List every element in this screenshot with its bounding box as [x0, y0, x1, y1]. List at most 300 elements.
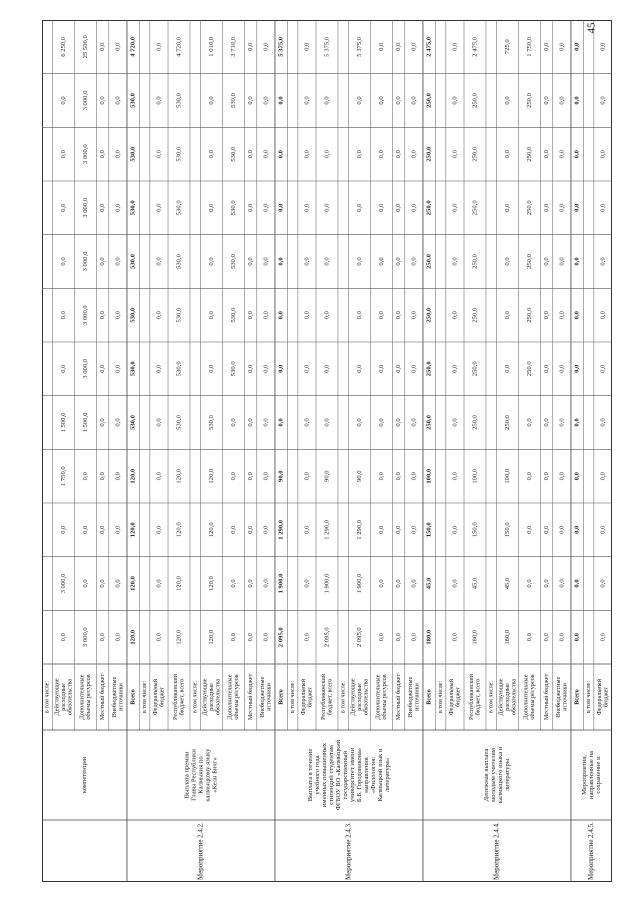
value-cell: 1 290,0: [277, 519, 285, 540]
rotated-budget-table: [42, 20, 612, 882]
value-cell: 0,0: [155, 364, 163, 373]
source-label: бюджет, всего: [178, 678, 186, 716]
source-label: объемы ресурсов: [233, 674, 241, 720]
value-cell: 120,0: [129, 468, 137, 484]
value-cell: 250,0: [425, 361, 433, 377]
value-cell: 0,0: [573, 203, 581, 212]
value-cell: 0,0: [504, 257, 512, 266]
value-cell: 250,0: [471, 200, 479, 216]
value-cell: 120,0: [175, 576, 183, 591]
value-cell: 0,0: [410, 418, 418, 427]
value-cell: 0,0: [377, 633, 385, 642]
value-cell: 530,0: [229, 254, 237, 269]
value-cell: 0,0: [155, 203, 163, 212]
value-cell: 0,0: [451, 257, 459, 266]
value-cell: 0,0: [262, 311, 270, 320]
value-cell: 0,0: [81, 472, 89, 481]
source-label: Дополнительные: [78, 674, 86, 720]
value-cell: 0,0: [277, 364, 285, 373]
value-cell: 530,0: [175, 307, 183, 323]
source-label: в том числе:: [437, 680, 445, 714]
value-cell: 0,0: [81, 525, 89, 534]
value-cell: 0,0: [525, 633, 533, 642]
value-cell: 120,0: [175, 629, 183, 645]
source-label: Действующие: [349, 678, 357, 716]
value-cell: 530,0: [229, 200, 237, 216]
value-cell: 0,0: [451, 579, 459, 588]
source-label: Действующие: [201, 678, 209, 716]
value-cell: 0,0: [451, 364, 459, 373]
value-cell: 5 375,0: [356, 36, 364, 57]
value-cell: 120,0: [208, 468, 216, 484]
value-cell: 0,0: [303, 633, 311, 642]
value-cell: 0,0: [60, 150, 68, 159]
value-cell: 0,0: [323, 96, 331, 105]
value-cell: 0,0: [277, 96, 285, 105]
value-cell: 0,0: [262, 203, 270, 212]
value-cell: 45,0: [504, 577, 512, 590]
source-label: Внебюджетные: [111, 676, 119, 718]
value-cell: 0,0: [262, 257, 270, 266]
value-cell: 0,0: [543, 525, 551, 534]
value-cell: 530,0: [129, 93, 137, 108]
measure-description: университет имени: [349, 747, 357, 803]
value-cell: 250,0: [504, 415, 512, 430]
value-cell: 2 095,0: [356, 627, 364, 648]
value-cell: 0,0: [277, 418, 285, 427]
value-cell: 0,0: [504, 364, 512, 373]
value-cell: 250,0: [471, 415, 479, 430]
value-cell: 530,0: [229, 146, 237, 162]
measure-description: Калмыкия по: [197, 756, 205, 794]
value-cell: 180,0: [504, 629, 512, 645]
value-cell: 0,0: [99, 150, 107, 159]
value-cell: 0,0: [558, 203, 566, 212]
value-cell: 0,0: [573, 311, 581, 320]
value-cell: 100,0: [425, 468, 433, 484]
value-cell: 0,0: [504, 203, 512, 212]
value-cell: 0,0: [208, 311, 216, 320]
value-cell: 120,0: [208, 576, 216, 591]
value-cell: 90,0: [277, 470, 285, 482]
value-cell: 0,0: [155, 311, 163, 320]
value-cell: 0,0: [155, 525, 163, 534]
measure-description: калмыцкому языку: [204, 748, 212, 802]
value-cell: 0,0: [99, 633, 107, 642]
value-cell: 0,0: [504, 150, 512, 159]
value-cell: 0,0: [395, 418, 403, 427]
measure-description: сохранение и: [595, 756, 603, 794]
value-cell: 0,0: [504, 311, 512, 320]
value-cell: 1 290,0: [356, 519, 364, 540]
value-cell: 0,0: [377, 525, 385, 534]
value-cell: 3 000,0: [81, 627, 89, 648]
value-cell: 0,0: [543, 579, 551, 588]
value-cell: 0,0: [558, 472, 566, 481]
source-label: в том числе:: [191, 680, 199, 714]
value-cell: 0,0: [155, 579, 163, 588]
source-label: источники: [413, 683, 421, 711]
value-cell: 0,0: [99, 42, 107, 51]
value-cell: 0,0: [558, 633, 566, 642]
value-cell: 0,0: [356, 96, 364, 105]
source-label: бюджет: [158, 686, 166, 708]
source-label: Всего: [277, 689, 285, 705]
value-cell: 0,0: [451, 472, 459, 481]
value-cell: 250,0: [471, 254, 479, 269]
value-cell: 0,0: [543, 364, 551, 373]
measure-description: Калмыцкий язык и: [377, 748, 385, 802]
value-cell: 0,0: [229, 418, 237, 427]
value-cell: 0,0: [262, 525, 270, 534]
value-cell: 0,0: [410, 42, 418, 51]
value-cell: 2 475,0: [471, 36, 479, 57]
value-cell: 0,0: [573, 579, 581, 588]
value-cell: 0,0: [599, 150, 607, 159]
value-cell: 0,0: [114, 472, 122, 481]
source-label: в том числе:: [43, 680, 51, 714]
value-cell: 5 375,0: [277, 36, 285, 57]
value-cell: 0,0: [451, 633, 459, 642]
value-cell: 0,0: [451, 150, 459, 159]
value-cell: 0,0: [60, 525, 68, 534]
value-cell: 1 900,0: [277, 573, 285, 594]
value-cell: 0,0: [410, 257, 418, 266]
value-cell: 0,0: [543, 472, 551, 481]
value-cell: 250,0: [425, 146, 433, 162]
source-label: Дополнительные: [226, 674, 234, 720]
value-cell: 0,0: [395, 150, 403, 159]
value-cell: 0,0: [208, 150, 216, 159]
source-label: обязательства: [362, 678, 370, 716]
value-cell: 250,0: [425, 200, 433, 216]
value-cell: 0,0: [558, 257, 566, 266]
value-cell: 0,0: [277, 311, 285, 320]
source-label: Местный бюджет: [395, 673, 403, 721]
measure-description: государственный: [342, 750, 350, 800]
value-cell: 0,0: [599, 96, 607, 105]
value-cell: 120,0: [175, 522, 183, 538]
value-cell: 0,0: [395, 203, 403, 212]
value-cell: 0,0: [599, 364, 607, 373]
value-cell: 530,0: [129, 200, 137, 216]
value-cell: 0,0: [247, 633, 255, 642]
value-cell: 2 095,0: [277, 627, 285, 648]
value-cell: 3 000,0: [81, 197, 89, 218]
value-cell: 45,0: [471, 577, 479, 590]
value-cell: 0,0: [99, 418, 107, 427]
page-number: 45: [585, 22, 598, 34]
value-cell: 0,0: [525, 418, 533, 427]
value-cell: 0,0: [99, 203, 107, 212]
value-cell: 0,0: [525, 525, 533, 534]
value-cell: 0,0: [60, 311, 68, 320]
value-cell: 0,0: [155, 150, 163, 159]
source-label: объемы ресурсов: [85, 674, 93, 720]
source-label: бюджет: [454, 686, 462, 708]
source-label: Республиканский: [468, 673, 476, 721]
source-label: бюджет, всего: [326, 678, 334, 716]
source-label: Внебюджетные: [407, 676, 415, 718]
source-label: Всего: [573, 689, 581, 705]
value-cell: 0,0: [114, 150, 122, 159]
source-label: Действующие: [53, 678, 61, 716]
value-cell: 0,0: [573, 364, 581, 373]
value-cell: 0,0: [504, 96, 512, 105]
source-label: Дополнительные: [374, 674, 382, 720]
value-cell: 0,0: [599, 257, 607, 266]
value-cell: 0,0: [155, 96, 163, 105]
value-cell: 0,0: [451, 311, 459, 320]
value-cell: 0,0: [114, 96, 122, 105]
value-cell: 0,0: [573, 150, 581, 159]
value-cell: 0,0: [573, 472, 581, 481]
value-cell: 150,0: [425, 522, 433, 538]
value-cell: 3 000,0: [81, 251, 89, 272]
value-cell: 0,0: [395, 472, 403, 481]
value-cell: 0,0: [395, 633, 403, 642]
value-cell: 0,0: [356, 418, 364, 427]
value-cell: 0,0: [114, 579, 122, 588]
value-cell: 0,0: [60, 364, 68, 373]
source-label: Действующие: [497, 678, 505, 716]
value-cell: 250,0: [525, 146, 533, 162]
value-cell: 0,0: [277, 257, 285, 266]
value-cell: 0,0: [377, 364, 385, 373]
value-cell: 0,0: [410, 579, 418, 588]
value-cell: 0,0: [99, 579, 107, 588]
value-cell: 0,0: [395, 525, 403, 534]
value-cell: 0,0: [377, 579, 385, 588]
measure-name: Мероприятие 2.4.2.: [196, 822, 205, 880]
source-label: расходные: [207, 683, 215, 711]
value-cell: 45,0: [425, 577, 433, 590]
source-label: Федеральный: [448, 678, 456, 716]
value-cell: 0,0: [262, 42, 270, 51]
measure-description: учебного года: [314, 755, 322, 795]
value-cell: 90,0: [356, 470, 364, 482]
source-label: обязательства: [510, 678, 518, 716]
value-cell: 0,0: [323, 150, 331, 159]
value-cell: 0,0: [599, 42, 607, 51]
value-cell: 0,0: [114, 257, 122, 266]
value-cell: 0,0: [99, 364, 107, 373]
source-label: Местный бюджет: [99, 673, 107, 721]
source-label: бюджет: [306, 686, 314, 708]
value-cell: 530,0: [129, 361, 137, 377]
value-cell: 0,0: [229, 633, 237, 642]
value-cell: 0,0: [377, 472, 385, 481]
value-cell: 530,0: [208, 415, 216, 430]
measure-description: Денежная выплата: [482, 748, 490, 802]
value-cell: 0,0: [543, 311, 551, 320]
source-label: в том числе:: [289, 680, 297, 714]
value-cell: 0,0: [356, 364, 364, 373]
value-cell: 530,0: [129, 146, 137, 162]
value-cell: 0,0: [599, 579, 607, 588]
value-cell: 150,0: [471, 522, 479, 538]
source-label: источники: [561, 683, 569, 711]
value-cell: 0,0: [99, 96, 107, 105]
source-label: в том числе:: [141, 680, 149, 714]
value-cell: 0,0: [323, 257, 331, 266]
source-label: обязательства: [66, 678, 74, 716]
source-label: бюджет: [602, 686, 610, 708]
value-cell: 0,0: [247, 257, 255, 266]
source-label: расходные: [59, 683, 67, 711]
value-cell: 530,0: [175, 200, 183, 216]
value-cell: 0,0: [410, 525, 418, 534]
value-cell: 250,0: [471, 361, 479, 377]
value-cell: 250,0: [425, 307, 433, 323]
measure-description: Выплата премии: [183, 751, 191, 799]
value-cell: 0,0: [208, 364, 216, 373]
value-cell: 250,0: [471, 146, 479, 162]
value-cell: 530,0: [175, 361, 183, 377]
value-cell: 530,0: [129, 415, 137, 430]
value-cell: 0,0: [451, 42, 459, 51]
value-cell: 0,0: [451, 203, 459, 212]
value-cell: 0,0: [323, 203, 331, 212]
value-cell: 0,0: [303, 96, 311, 105]
source-label: Федеральный: [300, 678, 308, 716]
value-cell: 0,0: [356, 311, 364, 320]
value-cell: 120,0: [208, 522, 216, 538]
source-label: источники: [265, 683, 273, 711]
value-cell: 0,0: [395, 96, 403, 105]
measure-description: стипендий студентам: [328, 745, 336, 805]
measure-name: Мероприятие 2.4.4.: [492, 822, 501, 880]
value-cell: 530,0: [175, 254, 183, 269]
value-cell: 120,0: [175, 468, 183, 484]
measure-description: калмыцкого языка и: [496, 746, 504, 804]
value-cell: 3 000,0: [81, 305, 89, 326]
measure-description: молодым учителям: [489, 748, 497, 802]
value-cell: 0,0: [573, 525, 581, 534]
value-cell: 0,0: [395, 579, 403, 588]
value-cell: 0,0: [558, 525, 566, 534]
value-cell: 150,0: [504, 522, 512, 538]
value-cell: 0,0: [60, 257, 68, 266]
value-cell: 0,0: [543, 257, 551, 266]
source-label: бюджет, всего: [474, 678, 482, 716]
value-cell: 0,0: [451, 418, 459, 427]
value-cell: 0,0: [155, 42, 163, 51]
value-cell: 180,0: [425, 629, 433, 645]
budget-table-svg: [42, 20, 612, 882]
value-cell: 0,0: [99, 525, 107, 534]
value-cell: 100,0: [504, 468, 512, 484]
value-cell: 100,0: [471, 468, 479, 484]
value-cell: 0,0: [247, 311, 255, 320]
value-cell: 0,0: [377, 203, 385, 212]
value-cell: 3 000,0: [60, 573, 68, 594]
measure-description: Выплата в течение: [307, 748, 315, 802]
value-cell: 0,0: [356, 150, 364, 159]
measure-description: литературы: [503, 758, 511, 792]
value-cell: 0,0: [323, 311, 331, 320]
value-cell: 1 900,0: [356, 573, 364, 594]
value-cell: 0,0: [525, 472, 533, 481]
value-cell: 0,0: [573, 42, 581, 51]
value-cell: 0,0: [377, 257, 385, 266]
value-cell: 0,0: [525, 579, 533, 588]
value-cell: 0,0: [543, 42, 551, 51]
measure-description: направленные на: [588, 751, 596, 799]
value-cell: 0,0: [247, 42, 255, 51]
value-cell: 0,0: [247, 150, 255, 159]
source-label: Дополнительные: [522, 674, 530, 720]
value-cell: 0,0: [303, 257, 311, 266]
value-cell: 0,0: [262, 96, 270, 105]
measure-name: Мероприятие 2.4.5.: [587, 822, 596, 880]
value-cell: 0,0: [558, 96, 566, 105]
value-cell: 120,0: [129, 629, 137, 645]
value-cell: 0,0: [262, 472, 270, 481]
source-label: Республиканский: [320, 673, 328, 721]
value-cell: 250,0: [425, 93, 433, 108]
value-cell: 0,0: [247, 579, 255, 588]
value-cell: 0,0: [303, 579, 311, 588]
measure-description: Мероприятия,: [581, 755, 589, 795]
value-cell: 3 000,0: [81, 90, 89, 111]
value-cell: 4 720,0: [175, 36, 183, 57]
source-label: Внебюджетные: [259, 676, 267, 718]
value-cell: 0,0: [99, 311, 107, 320]
value-cell: 2 095,0: [323, 627, 331, 648]
value-cell: 0,0: [410, 203, 418, 212]
value-cell: 120,0: [208, 629, 216, 645]
value-cell: 0,0: [377, 418, 385, 427]
measure-name: Мероприятие 2.4.3.: [344, 822, 353, 880]
value-cell: 0,0: [410, 311, 418, 320]
value-cell: 250,0: [425, 415, 433, 430]
value-cell: 0,0: [114, 311, 122, 320]
value-cell: 0,0: [573, 257, 581, 266]
value-cell: 0,0: [323, 418, 331, 427]
measure-description: Главы Республики: [190, 749, 198, 801]
value-cell: 0,0: [303, 311, 311, 320]
value-cell: 0,0: [558, 418, 566, 427]
value-cell: 1 010,0: [208, 36, 216, 57]
value-cell: 0,0: [558, 311, 566, 320]
value-cell: 0,0: [247, 96, 255, 105]
value-cell: 250,0: [525, 307, 533, 323]
value-cell: 0,0: [114, 633, 122, 642]
value-cell: 0,0: [114, 364, 122, 373]
value-cell: 250,0: [471, 93, 479, 108]
value-cell: 0,0: [395, 364, 403, 373]
value-cell: 120,0: [129, 522, 137, 538]
value-cell: 250,0: [525, 93, 533, 108]
value-cell: 250,0: [525, 254, 533, 269]
value-cell: 0,0: [395, 42, 403, 51]
source-label: Федеральный: [596, 678, 604, 716]
value-cell: 0,0: [303, 364, 311, 373]
source-label: расходные: [355, 683, 363, 711]
value-cell: 180,0: [471, 629, 479, 645]
value-cell: 3 000,0: [81, 358, 89, 379]
value-cell: 250,0: [525, 200, 533, 216]
value-cell: 725,0: [504, 39, 512, 55]
value-cell: 0,0: [262, 633, 270, 642]
value-cell: 0,0: [208, 96, 216, 105]
value-cell: 0,0: [451, 525, 459, 534]
measure-description: ФГБОУ ВО «Калмыцкий: [335, 739, 343, 811]
value-cell: 0,0: [155, 633, 163, 642]
source-label: Местный бюджет: [543, 673, 551, 721]
value-cell: 0,0: [599, 633, 607, 642]
